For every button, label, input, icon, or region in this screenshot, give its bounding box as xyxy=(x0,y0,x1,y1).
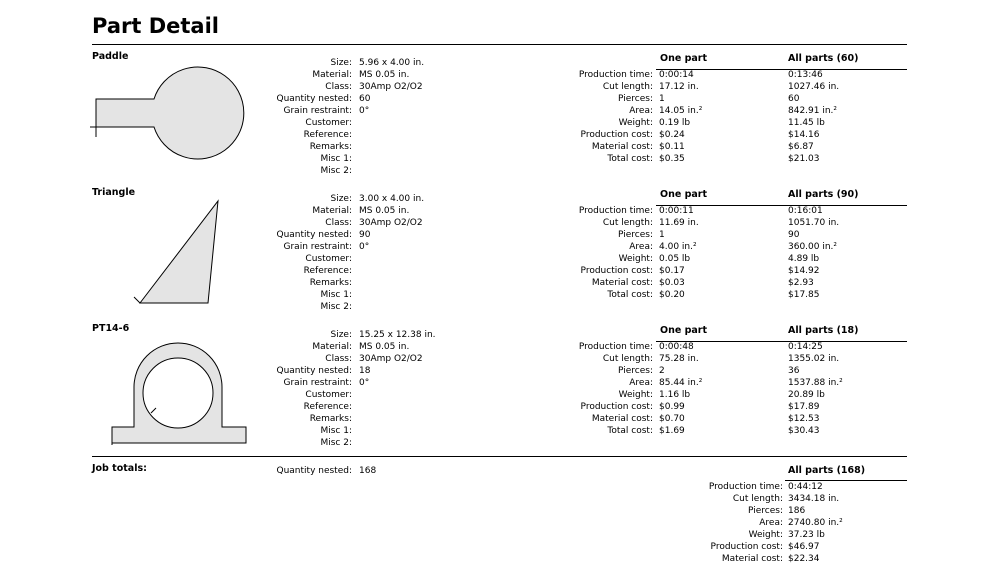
grain-restraint-value: 0° xyxy=(359,378,370,388)
class-value: 30Amp O2/O2 xyxy=(359,354,423,364)
quantity-nested-value: 60 xyxy=(359,94,371,104)
all-parts-header: All parts (18) xyxy=(788,325,859,336)
weight-total: 37.23 lb xyxy=(788,530,825,540)
material-label: Material: xyxy=(312,342,352,352)
grain-restraint-label: Grain restraint: xyxy=(283,378,352,388)
misc1-label: Misc 1: xyxy=(320,154,352,164)
grain-restraint-value: 0° xyxy=(359,242,370,252)
material-value: MS 0.05 in. xyxy=(359,206,410,216)
quantity-nested-value: 168 xyxy=(359,466,377,476)
area-label: Area: xyxy=(759,518,783,528)
material-cost-all: $12.53 xyxy=(788,414,820,424)
quantity-nested-label: Quantity nested: xyxy=(276,466,352,476)
quantity-nested-value: 18 xyxy=(359,366,371,376)
production-cost-label: Production cost: xyxy=(580,266,653,276)
reference-label: Reference: xyxy=(303,266,352,276)
all-parts-header: All parts (60) xyxy=(788,53,859,64)
production-cost-all: $14.16 xyxy=(788,130,820,140)
material-cost-total: $22.34 xyxy=(788,554,820,564)
weight-label: Weight: xyxy=(618,390,653,400)
total-cost-one: $0.20 xyxy=(659,290,685,300)
misc2-label: Misc 2: xyxy=(320,166,352,176)
production-time-all: 0:13:46 xyxy=(788,70,823,80)
pt14-6-shape xyxy=(106,333,251,448)
area-one: 85.44 in.² xyxy=(659,378,703,388)
weight-all: 4.89 lb xyxy=(788,254,820,264)
weight-all: 11.45 lb xyxy=(788,118,825,128)
total-cost-one: $1.69 xyxy=(659,426,685,436)
cut-length-all: 1355.02 in. xyxy=(788,354,840,364)
pierces-total: 186 xyxy=(788,506,806,516)
size-value: 5.96 x 4.00 in. xyxy=(359,58,425,68)
production-time-label: Production time: xyxy=(708,482,783,492)
weight-label: Weight: xyxy=(618,118,653,128)
grain-restraint-value: 0° xyxy=(359,106,370,116)
total-cost-label: Total cost: xyxy=(607,426,653,436)
part-name: Paddle xyxy=(92,51,129,62)
customer-label: Customer: xyxy=(305,118,352,128)
misc2-label: Misc 2: xyxy=(320,302,352,312)
triangle-shape xyxy=(130,199,230,309)
class-value: 30Amp O2/O2 xyxy=(359,82,423,92)
production-cost-one: $0.99 xyxy=(659,402,685,412)
one-part-header: One part xyxy=(660,325,708,336)
material-cost-label: Material cost: xyxy=(591,142,653,152)
job-totals xyxy=(0,463,1000,563)
material-label: Material: xyxy=(312,70,352,80)
size-label: Size: xyxy=(330,58,352,68)
pierces-label: Pierces: xyxy=(618,230,653,240)
total-cost-one: $0.35 xyxy=(659,154,685,164)
part-pt14-6 xyxy=(0,323,1000,453)
pierces-one: 2 xyxy=(659,366,665,376)
misc1-label: Misc 1: xyxy=(320,290,352,300)
job-totals-label: Job totals: xyxy=(92,463,147,474)
one-part-header: One part xyxy=(660,53,708,64)
cut-length-all: 1051.70 in. xyxy=(788,218,840,228)
pierces-one: 1 xyxy=(659,94,665,104)
material-label: Material: xyxy=(312,206,352,216)
production-cost-label: Production cost: xyxy=(710,542,783,552)
pierces-label: Pierces: xyxy=(618,94,653,104)
area-label: Area: xyxy=(629,106,653,116)
pierces-one: 1 xyxy=(659,230,665,240)
weight-all: 20.89 lb xyxy=(788,390,825,400)
reference-label: Reference: xyxy=(303,402,352,412)
material-cost-all: $2.93 xyxy=(788,278,814,288)
production-cost-all: $17.89 xyxy=(788,402,820,412)
all-parts-header: All parts (90) xyxy=(788,189,859,200)
part-paddle xyxy=(0,51,1000,181)
quantity-nested-label: Quantity nested: xyxy=(276,94,352,104)
cut-length-all: 1027.46 in. xyxy=(788,82,840,92)
misc2-label: Misc 2: xyxy=(320,438,352,448)
part-triangle xyxy=(0,187,1000,317)
pierces-all: 60 xyxy=(788,94,800,104)
production-cost-one: $0.24 xyxy=(659,130,685,140)
total-cost-all: $30.43 xyxy=(788,426,820,436)
cut-length-total: 3434.18 in. xyxy=(788,494,840,504)
all-parts-header: All parts (168) xyxy=(788,465,866,476)
production-cost-all: $14.92 xyxy=(788,266,820,276)
production-time-one: 0:00:14 xyxy=(659,70,694,80)
grain-restraint-label: Grain restraint: xyxy=(283,106,352,116)
production-cost-label: Production cost: xyxy=(580,130,653,140)
weight-one: 1.16 lb xyxy=(659,390,691,400)
size-value: 3.00 x 4.00 in. xyxy=(359,194,425,204)
material-cost-label: Material cost: xyxy=(591,414,653,424)
area-all: 360.00 in.² xyxy=(788,242,838,252)
paddle-shape xyxy=(90,61,230,176)
reference-label: Reference: xyxy=(303,130,352,140)
pierces-label: Pierces: xyxy=(748,506,783,516)
cut-length-label: Cut length: xyxy=(732,494,783,504)
pierces-label: Pierces: xyxy=(618,366,653,376)
remarks-label: Remarks: xyxy=(309,278,352,288)
cut-length-label: Cut length: xyxy=(602,354,653,364)
total-cost-label: Total cost: xyxy=(607,154,653,164)
cut-length-label: Cut length: xyxy=(602,82,653,92)
total-cost-all: $17.85 xyxy=(788,290,820,300)
misc1-label: Misc 1: xyxy=(320,426,352,436)
one-part-header: One part xyxy=(660,189,708,200)
part-name: PT14-6 xyxy=(92,323,130,334)
area-one: 4.00 in.² xyxy=(659,242,697,252)
part-name: Triangle xyxy=(92,187,136,198)
title-divider xyxy=(92,44,907,45)
weight-one: 0.19 lb xyxy=(659,118,691,128)
area-all: 842.91 in.² xyxy=(788,106,838,116)
material-cost-label: Material cost: xyxy=(721,554,783,564)
customer-label: Customer: xyxy=(305,390,352,400)
material-cost-one: $0.03 xyxy=(659,278,685,288)
area-label: Area: xyxy=(629,378,653,388)
production-time-label: Production time: xyxy=(578,70,653,80)
production-time-all: 0:16:01 xyxy=(788,206,823,216)
pierces-all: 36 xyxy=(788,366,800,376)
area-label: Area: xyxy=(629,242,653,252)
weight-one: 0.05 lb xyxy=(659,254,691,264)
production-time-one: 0:00:11 xyxy=(659,206,694,216)
material-cost-one: $0.70 xyxy=(659,414,685,424)
cut-length-one: 75.28 in. xyxy=(659,354,699,364)
remarks-label: Remarks: xyxy=(309,142,352,152)
remarks-label: Remarks: xyxy=(309,414,352,424)
size-label: Size: xyxy=(330,194,352,204)
area-total: 2740.80 in.² xyxy=(788,518,843,528)
quantity-nested-label: Quantity nested: xyxy=(276,366,352,376)
production-cost-one: $0.17 xyxy=(659,266,685,276)
customer-label: Customer: xyxy=(305,254,352,264)
class-label: Class: xyxy=(325,354,352,364)
job-totals-divider xyxy=(92,456,907,457)
production-time-one: 0:00:48 xyxy=(659,342,694,352)
material-value: MS 0.05 in. xyxy=(359,342,410,352)
production-time-total: 0:44:12 xyxy=(788,482,823,492)
area-one: 14.05 in.² xyxy=(659,106,703,116)
total-cost-label: Total cost: xyxy=(607,290,653,300)
page-title: Part Detail xyxy=(92,14,219,38)
production-cost-label: Production cost: xyxy=(580,402,653,412)
grain-restraint-label: Grain restraint: xyxy=(283,242,352,252)
area-all: 1537.88 in.² xyxy=(788,378,843,388)
cut-length-one: 11.69 in. xyxy=(659,218,699,228)
total-cost-all: $21.03 xyxy=(788,154,820,164)
production-time-label: Production time: xyxy=(578,206,653,216)
production-cost-total: $46.97 xyxy=(788,542,820,552)
cut-length-one: 17.12 in. xyxy=(659,82,699,92)
class-label: Class: xyxy=(325,82,352,92)
quantity-nested-label: Quantity nested: xyxy=(276,230,352,240)
weight-label: Weight: xyxy=(618,254,653,264)
pierces-all: 90 xyxy=(788,230,800,240)
weight-label: Weight: xyxy=(748,530,783,540)
production-time-all: 0:14:25 xyxy=(788,342,823,352)
material-value: MS 0.05 in. xyxy=(359,70,410,80)
size-value: 15.25 x 12.38 in. xyxy=(359,330,436,340)
material-cost-one: $0.11 xyxy=(659,142,685,152)
production-time-label: Production time: xyxy=(578,342,653,352)
quantity-nested-value: 90 xyxy=(359,230,371,240)
size-label: Size: xyxy=(330,330,352,340)
cut-length-label: Cut length: xyxy=(602,218,653,228)
class-label: Class: xyxy=(325,218,352,228)
material-cost-all: $6.87 xyxy=(788,142,814,152)
material-cost-label: Material cost: xyxy=(591,278,653,288)
class-value: 30Amp O2/O2 xyxy=(359,218,423,228)
